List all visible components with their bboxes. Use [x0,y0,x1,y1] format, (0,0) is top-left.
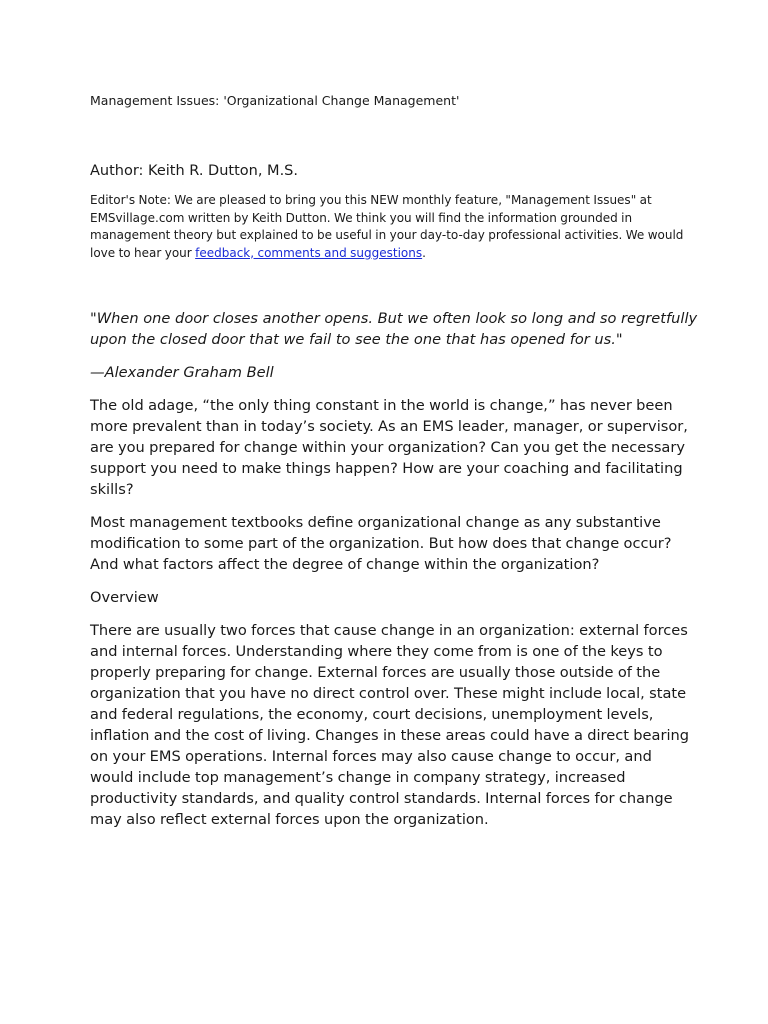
editors-note [90,192,698,262]
intro-paragraph: The old adage, “the only thing constant in the world is change,” has never been more prevalent than in today’s society. As an EMS leader, manager, or supervisor, are you prepared for change within your organization? Can you get the necessary support you need to make things happen? How are your coaching and facilitating skills? [90,397,688,498]
editors-note-end: . [422,245,426,260]
overview-paragraph: There are usually two forces that cause change in an organization: external forces and internal forces. Understanding where they come from is one of the keys to properly preparing for change. External forces are usually those outside of the organization that you have no direct control over. These might include local, state and federal regulations, the economy, court decisions, unemployment levels, inflation and the cost of living. Changes in these areas could have a direct bearing on your EMS operations. Internal forces may also cause change to occur, and would include top management’s change in company strategy, increased productivity standards, and quality control standards. Internal forces for change may also reflect external forces upon the organization. [90,622,690,828]
opening-quote: "When one door closes another opens. But we often look so long and so regretfully upon the closed door that we fail to see the one that has opened for us." [90,310,698,348]
overview-heading: Overview [90,589,159,606]
document-title: Management Issues: 'Organizational Change Management' [90,93,460,108]
definition-paragraph: Most management textbooks define organizational change as any substantive modification to some part of the organization. But how does that change occur? And what factors affect the degree of change within the organization? [90,514,672,573]
editors-note-text: Editor's Note: We are pleased to bring you this NEW monthly feature, "Management Issues" at EMSvillage.com written by Keith Dutton. We think you will find the information grounded in management theory but explained to be useful in your day-to-day professional activities. We would love to hear your [90,193,684,260]
quote-attribution: —Alexander Graham Bell [90,364,274,381]
author-line: Author: Keith R. Dutton, M.S. [90,163,298,179]
feedback-link[interactable]: feedback, comments and suggestions [195,245,423,260]
